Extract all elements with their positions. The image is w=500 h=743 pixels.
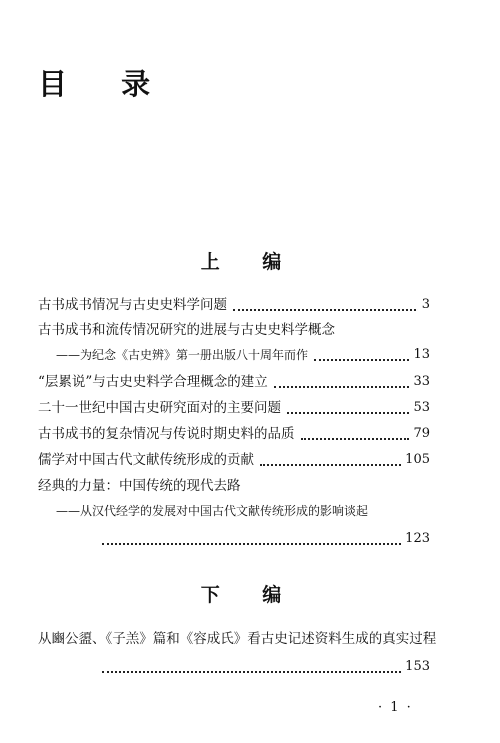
toc-entry[interactable] [38, 373, 430, 391]
toc-entry[interactable] [38, 425, 430, 443]
toc-entry-page: 53 [413, 400, 430, 415]
toc-entry-title: 经典的力量：中国传统的现代去路 [38, 478, 241, 494]
toc-entry-title: 二十一世纪中国古史研究面对的主要问题 [38, 400, 281, 416]
toc-entry-title: 从豳公盨、《子羔》篇和《容成氏》看古史记述资料生成的真实过程 [38, 631, 437, 647]
toc-entry-page: 79 [413, 426, 430, 441]
toc-entry-title: 古书成书情况与古史史料学问题 [38, 297, 227, 313]
toc-entry-continuation[interactable] [38, 346, 430, 364]
toc-entry-subtitle: ——从汉代经学的发展对中国古代文献传统形成的影响谈起 [56, 504, 369, 518]
toc-entry-page: 3 [421, 297, 430, 312]
toc-entry-title: 儒学对中国古代文献传统形成的贡献 [38, 452, 254, 468]
toc-entry-page: 153 [405, 659, 430, 674]
toc-entry-continuation[interactable] [38, 530, 430, 548]
toc-entry-title: “层累说”与古史史料学合理概念的建立 [38, 374, 268, 390]
toc-entry-page: 13 [413, 347, 430, 362]
toc-entry[interactable] [38, 321, 430, 339]
toc-entry-continuation[interactable] [38, 658, 430, 676]
toc-entry-title: 古书成书的复杂情况与传说时期史料的品质 [38, 426, 295, 442]
section-heading-lower: 下 编 [200, 584, 300, 606]
toc-entry[interactable] [38, 451, 430, 469]
leader-dots [287, 411, 409, 414]
toc-entry-continuation[interactable] [38, 502, 430, 520]
toc-entry[interactable] [38, 399, 430, 417]
page-title: 目 录 [38, 67, 173, 101]
toc-entry[interactable] [38, 296, 430, 314]
toc-entry-page: 33 [413, 374, 430, 389]
section-heading-upper: 上 编 [200, 251, 300, 273]
page-number: · 1 · [378, 700, 413, 715]
leader-dots [314, 358, 409, 361]
leader-dots [102, 542, 401, 545]
toc-entry-page: 105 [405, 452, 430, 467]
toc-entry[interactable] [38, 477, 430, 495]
toc-entry-subtitle: ——为纪念《古史辨》第一册出版八十周年而作 [56, 348, 309, 362]
toc-entry-title: 古书成书和流传情况研究的进展与古史史料学概念 [38, 322, 335, 338]
toc-entry[interactable] [38, 630, 437, 648]
leader-dots [233, 308, 416, 311]
leader-dots [102, 670, 401, 673]
leader-dots [274, 385, 410, 388]
toc-entry-page: 123 [405, 531, 430, 546]
leader-dots [301, 437, 410, 440]
leader-dots [260, 463, 401, 466]
